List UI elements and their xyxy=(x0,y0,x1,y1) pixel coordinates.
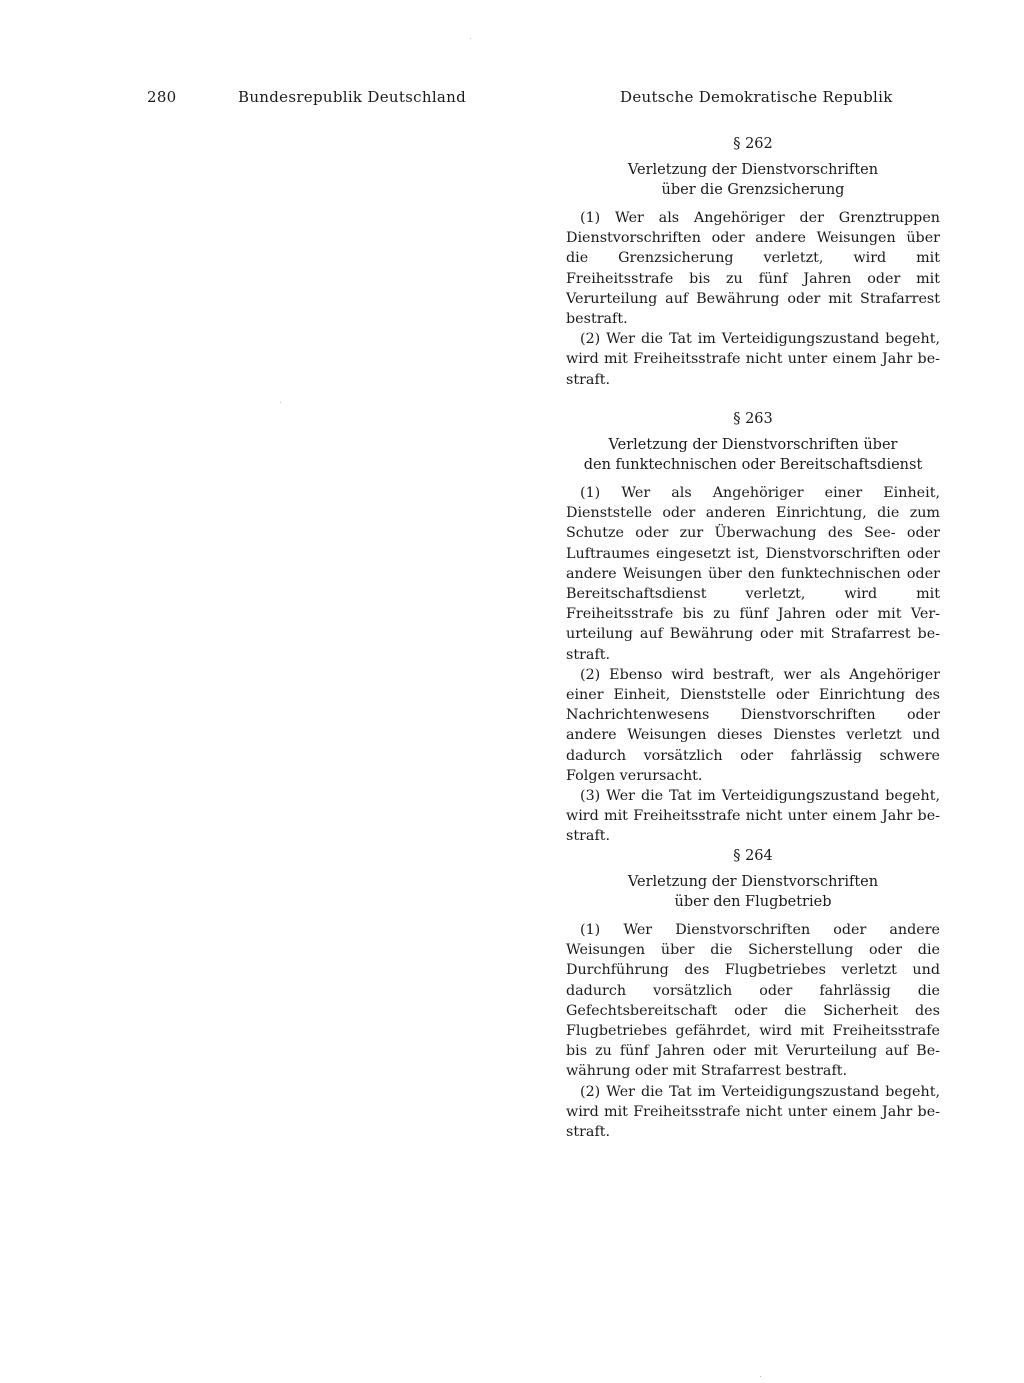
section-title-line: den funktechnischen oder Bereitschaftsdienst xyxy=(583,457,923,473)
section-number: § 264 xyxy=(733,848,773,864)
section-title-line: Verletzung der Dienstvorschriften xyxy=(627,874,879,890)
running-header-left: Bundesrepublik Deutschland xyxy=(238,88,467,106)
paragraph: (1) Wer als Angehöriger einer Einheit, Dienststelle oder anderen Einrichtung, die zum Schutze oder zur Überwachung des See- oder Luftraumes eingesetzt ist, Dienstvorschriften oder andere Weisungen über den funktechnischen oder Bereitschaftsdienst verletzt, wird mit Freiheitsstrafe bis zu fünf Jahren oder mit Verurteilung auf Bewährung oder mit Strafarrest bestraft. xyxy=(566,485,940,663)
section-263 xyxy=(566,409,940,847)
page-number: 280 xyxy=(147,88,177,106)
section-number: § 263 xyxy=(733,411,773,427)
paragraph: (2) Wer die Tat im Verteidigungszustand begeht, wird mit Freiheitsstrafe nicht unter einem Jahr bestraft. xyxy=(566,1083,940,1141)
section-title xyxy=(566,160,940,200)
section-body xyxy=(566,208,940,390)
scan-speck xyxy=(470,38,471,39)
scan-speck xyxy=(280,402,281,403)
paragraph: (1) Wer Dienstvorschriften oder andere Weisungen über die Sicherstellung oder die Durchführung des Flugbetriebes verletzt und dadurch vorsätzlich oder fahrlässig die Gefechtsbereitschaft oder die Sicherheit des Flugbetriebes gefährdet, wird mit Freiheitsstrafe bis zu fünf Jahren oder mit Verurteilung auf Bewährung oder mit Strafarrest bestraft. xyxy=(566,922,940,1080)
section-number: § 262 xyxy=(733,136,773,152)
section-title-line: über den Flugbetrieb xyxy=(674,894,832,910)
running-header-right: Deutsche Demokratische Republik xyxy=(620,88,893,106)
section-title xyxy=(566,435,940,475)
paragraph: (2) Wer die Tat im Verteidigungszustand begeht, wird mit Freiheitsstrafe nicht unter einem Jahr bestraft. xyxy=(566,331,940,388)
section-title-line: Verletzung der Dienstvorschriften xyxy=(627,162,879,178)
paragraph: (2) Ebenso wird bestraft, wer als Angehöriger einer Einheit, Dienststelle oder Einrichtung des Nachrichtenwesens Dienstvorschriften oder andere Weisungen dieses Dienstes verletzt und dadurch vorsätzlich oder fahrlässig schwere Folgen verursacht. xyxy=(566,666,940,784)
section-body xyxy=(566,483,940,847)
section-262 xyxy=(566,134,940,390)
paragraph: (1) Wer als Angehöriger der Grenztruppen Dienstvorschriften oder andere Weisungen über die Grenzsicherung verletzt, wird mit Freiheitsstrafe bis zu fünf Jahren oder mit Verurteilung auf Bewährung oder mit Strafarrest bestraft. xyxy=(566,210,940,328)
section-body xyxy=(566,920,940,1142)
paragraph: (3) Wer die Tat im Verteidigungszustand begeht, wird mit Freiheitsstrafe nicht unter einem Jahr bestraft. xyxy=(566,788,940,845)
section-title-line: über die Grenzsicherung xyxy=(661,182,845,198)
section-264 xyxy=(566,846,940,1142)
section-title-line: Verletzung der Dienstvorschriften über xyxy=(608,437,898,453)
section-title xyxy=(566,872,940,912)
scan-speck xyxy=(760,1376,761,1377)
